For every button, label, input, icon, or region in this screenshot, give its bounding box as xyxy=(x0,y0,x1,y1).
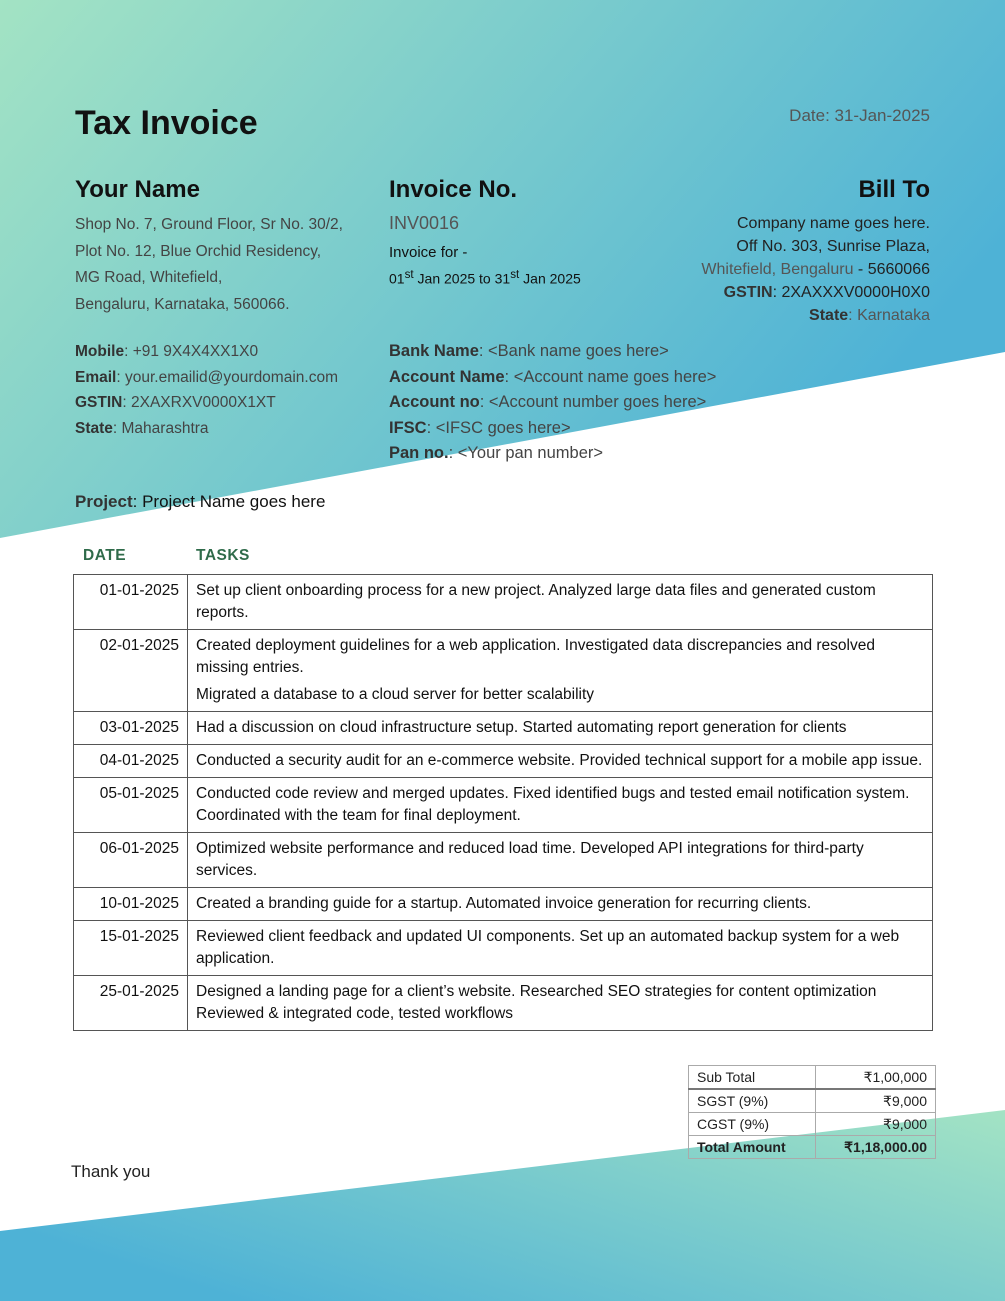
invoice-period xyxy=(389,242,581,290)
tasks-column-header: TASKS xyxy=(196,547,250,564)
sender-address xyxy=(75,212,375,318)
total-label: Total Amount xyxy=(689,1136,816,1159)
task-date: 02-01-2025 xyxy=(74,630,188,712)
subtotal-row xyxy=(689,1066,936,1090)
task-text: Designed a landing page for a client’s website. Researched SEO strategies for content optimization Reviewed & integrated code, tested workflows xyxy=(196,983,877,1022)
invoice-number: INV0016 xyxy=(389,213,460,233)
bill-to-address-line: Off No. 303, Sunrise Plaza, xyxy=(736,238,930,255)
bill-to-details xyxy=(701,212,930,327)
task-text: Had a discussion on cloud infrastructure setup. Started automating report generation for clients xyxy=(196,719,847,736)
task-text: Conducted a security audit for an e-commerce website. Provided technical support for a mobile app issue. xyxy=(196,752,923,769)
bill-to-title: Bill To xyxy=(858,176,930,203)
cgst-label: CGST (9%) xyxy=(689,1113,816,1136)
task-date: 06-01-2025 xyxy=(74,833,188,888)
table-row xyxy=(74,575,933,630)
bank-details xyxy=(389,339,716,467)
task-description xyxy=(188,921,933,976)
table-row xyxy=(74,745,933,778)
task-date: 10-01-2025 xyxy=(74,888,188,921)
task-text: Optimized website performance and reduced load time. Developed API integrations for third-party services. xyxy=(196,840,864,879)
thank-you-note: Thank you xyxy=(71,1162,151,1181)
task-date: 25-01-2025 xyxy=(74,976,188,1031)
cgst-row xyxy=(689,1113,936,1136)
table-row xyxy=(74,630,933,712)
invoice-period-range: 01st Jan 2025 to 31st Jan 2025 xyxy=(389,268,581,287)
table-row xyxy=(74,778,933,833)
table-row xyxy=(74,712,933,745)
task-text: Reviewed client feedback and updated UI components. Set up an automated backup system for a web application. xyxy=(196,928,900,967)
task-description xyxy=(188,712,933,745)
sgst-row xyxy=(689,1089,936,1113)
task-text: Conducted code review and merged updates. Fixed identified bugs and tested email notification system. Coordinated with the team for final deployment. xyxy=(196,785,910,824)
sender-contact xyxy=(75,339,338,441)
subtotal-value: ₹1,00,000 xyxy=(815,1066,935,1090)
sgst-value: ₹9,000 xyxy=(815,1089,935,1113)
task-description xyxy=(188,745,933,778)
account-name: Account Name: <Account name goes here> xyxy=(389,367,717,386)
task-text: Created a branding guide for a startup. Automated invoice generation for recurring clients. xyxy=(196,895,812,912)
total-row xyxy=(689,1136,936,1159)
task-text: Created deployment guidelines for a web application. Investigated data discrepancies and resolved missing entries. xyxy=(196,637,875,676)
sender-gstin: GSTIN: 2XAXRXV0000X1XT xyxy=(75,394,276,411)
task-description xyxy=(188,833,933,888)
table-row xyxy=(74,921,933,976)
task-description xyxy=(188,778,933,833)
sender-address-line: MG Road, Whitefield, xyxy=(75,269,223,286)
sender-state: State: Maharashtra xyxy=(75,419,209,437)
bill-to-address-line: Whitefield, Bengaluru - 5660066 xyxy=(701,261,930,278)
bank-name: Bank Name: <Bank name goes here> xyxy=(389,342,669,360)
totals-table xyxy=(688,1065,936,1159)
ifsc-code: IFSC: <IFSC goes here> xyxy=(389,418,571,437)
sender-address-line: Bengaluru, Karnataka, 560066. xyxy=(75,295,290,313)
task-description xyxy=(188,888,933,921)
account-number: Account no: <Account number goes here> xyxy=(389,393,707,411)
sender-name: Your Name xyxy=(75,176,200,203)
task-date: 05-01-2025 xyxy=(74,778,188,833)
task-description xyxy=(188,976,933,1031)
sender-mobile: Mobile: +91 9X4X4XX1X0 xyxy=(75,343,259,360)
sender-address-line: Plot No. 12, Blue Orchid Residency, xyxy=(75,242,322,260)
cgst-value: ₹9,000 xyxy=(815,1113,935,1136)
invoice-date: Date: 31-Jan-2025 xyxy=(789,106,930,125)
table-row xyxy=(74,833,933,888)
page-title: Tax Invoice xyxy=(75,104,258,142)
task-text: Set up client onboarding process for a new project. Analyzed large data files and generated custom reports. xyxy=(196,582,876,621)
bill-to-state: State: Karnataka xyxy=(809,307,930,324)
invoice-number-title: Invoice No. xyxy=(389,176,518,203)
task-date: 03-01-2025 xyxy=(74,712,188,745)
task-date: 04-01-2025 xyxy=(74,745,188,778)
bill-to-gstin: GSTIN: 2XAXXXV0000H0X0 xyxy=(723,284,930,301)
table-row xyxy=(74,976,933,1031)
sender-email: Email: your.emailid@yourdomain.com xyxy=(75,368,338,386)
task-description xyxy=(188,630,933,712)
total-value: ₹1,18,000.00 xyxy=(815,1136,935,1159)
pan-number: Pan no.: <Your pan number> xyxy=(389,444,604,462)
table-row xyxy=(74,888,933,921)
task-description xyxy=(188,575,933,630)
tasks-table xyxy=(73,574,933,1031)
invoice-for-label: Invoice for - xyxy=(389,244,468,261)
sender-address-line: Shop No. 7, Ground Floor, Sr No. 30/2, xyxy=(75,216,343,233)
sgst-label: SGST (9%) xyxy=(689,1089,816,1113)
task-date: 01-01-2025 xyxy=(74,575,188,630)
bill-to-company: Company name goes here. xyxy=(737,215,930,232)
task-extra-text: Migrated a database to a cloud server for better scalability xyxy=(196,686,595,703)
task-date: 15-01-2025 xyxy=(74,921,188,976)
subtotal-label: Sub Total xyxy=(689,1066,816,1090)
date-column-header: DATE xyxy=(83,547,127,564)
project-line: Project: Project Name goes here xyxy=(75,492,326,511)
